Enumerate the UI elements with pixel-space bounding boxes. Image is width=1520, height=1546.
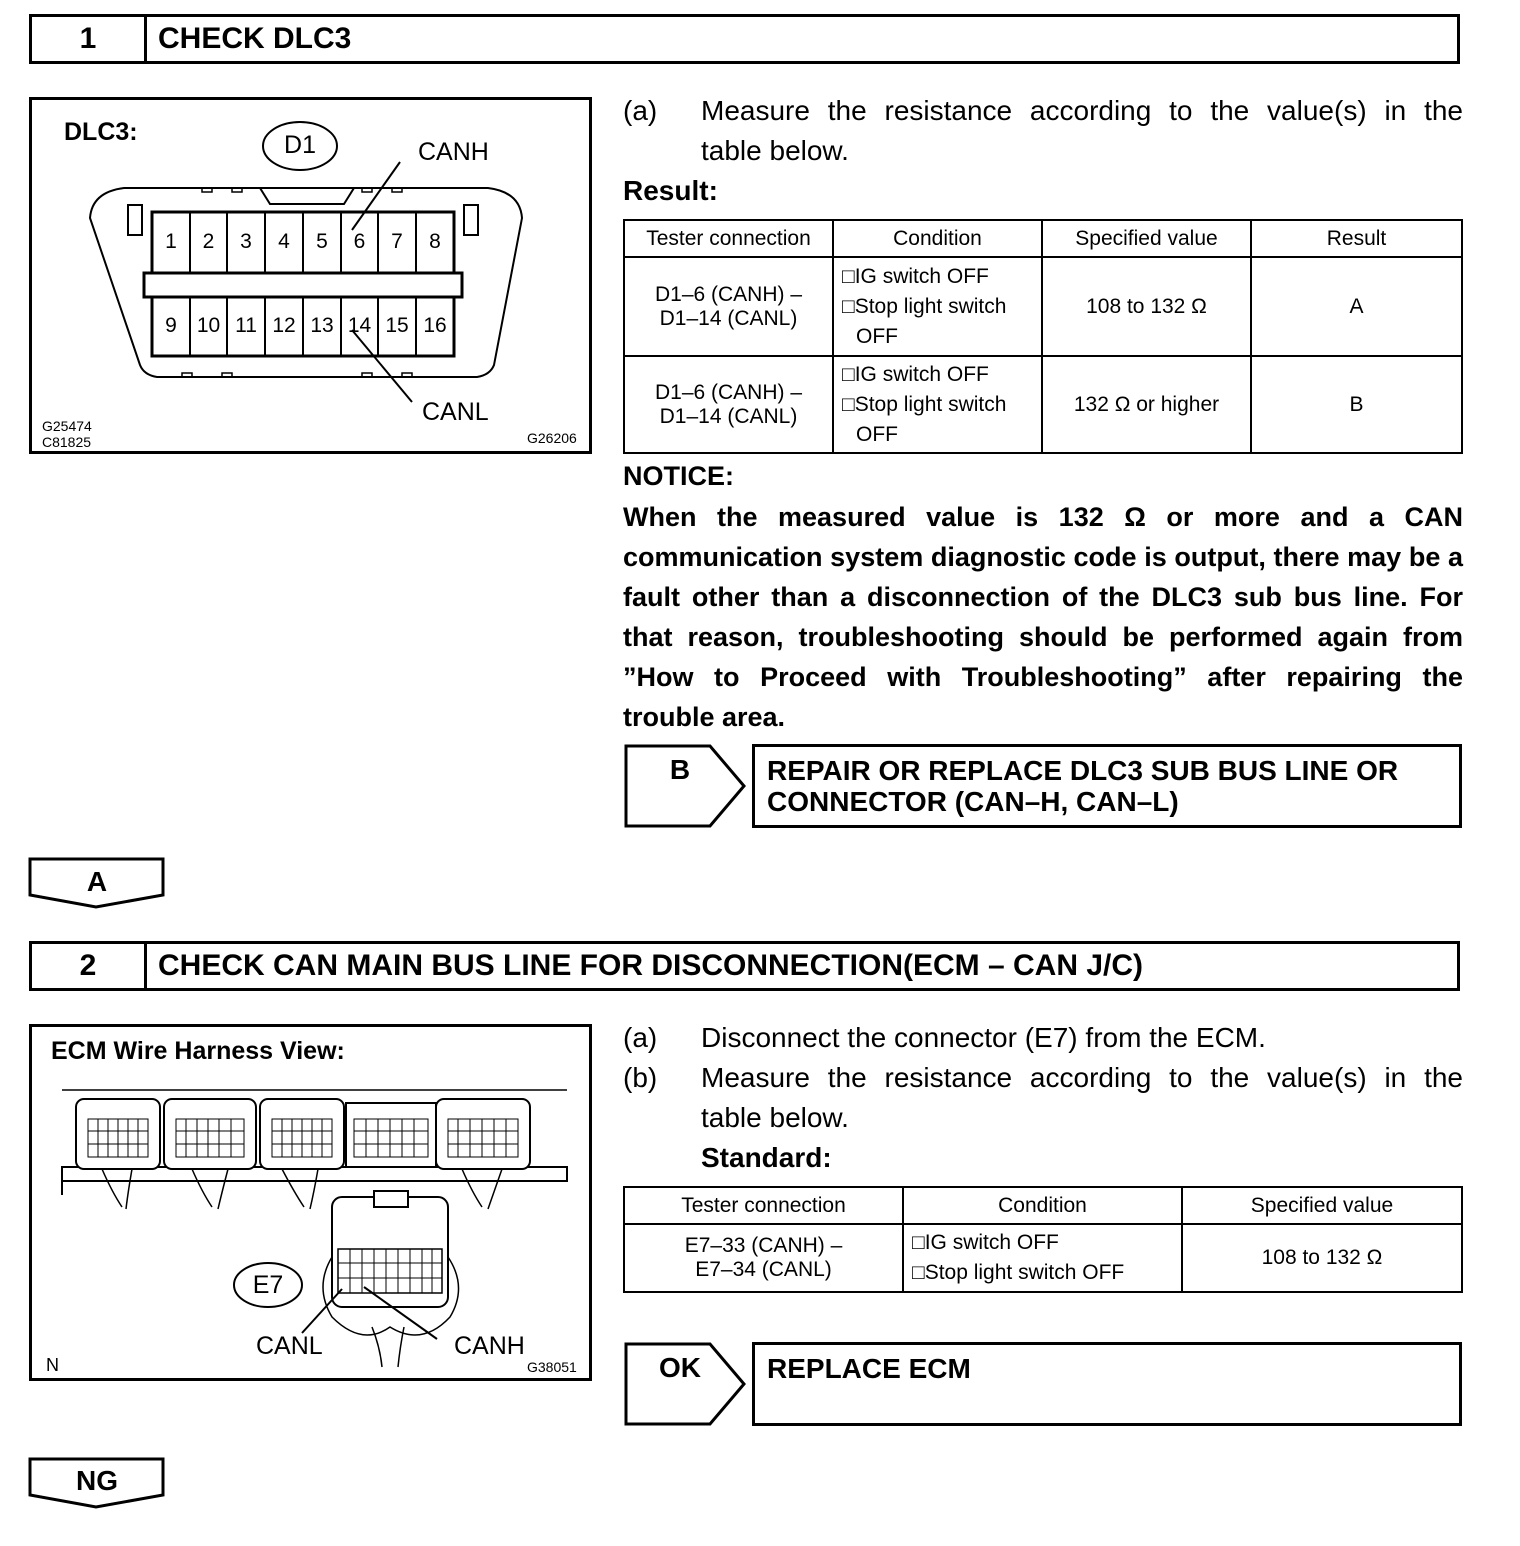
ecm-harness-drawing <box>32 1027 595 1384</box>
step-1-number: 1 <box>32 17 147 61</box>
dlc3-canl-label: CANL <box>422 398 489 426</box>
specified-value-cell: 108 to 132 Ω <box>1182 1224 1462 1292</box>
pin-4: 4 <box>278 230 290 253</box>
standard-heading: Standard: <box>701 1142 832 1173</box>
pin-1: 1 <box>165 230 177 253</box>
branch-ok-label: OK <box>659 1352 701 1383</box>
step-2-standard-table <box>623 1186 1463 1293</box>
step-2-instruction-a: Disconnect the connector (E7) from the ECM. <box>701 1022 1266 1053</box>
pin-16: 16 <box>423 314 447 337</box>
cond-text: IG switch OFF <box>854 264 989 288</box>
pin-10: 10 <box>196 314 221 337</box>
cond-text: Stop light switch OFF <box>924 1261 1125 1284</box>
step-2-header <box>29 941 1460 991</box>
pin-3: 3 <box>240 230 252 253</box>
pin-2: 2 <box>202 230 215 253</box>
checkbox-icon: □ <box>842 392 855 416</box>
conn-text: E7–34 (CANL) <box>695 1258 832 1281</box>
col-header-specified: Specified value <box>1182 1187 1462 1224</box>
dlc3-figure-code-2: C81825 <box>42 434 92 450</box>
table-row <box>624 356 1462 453</box>
pin-6: 6 <box>353 230 366 253</box>
result-heading: Result: <box>623 175 718 206</box>
dlc3-pins-bottom-row <box>152 314 454 338</box>
ecm-canh-label: CANH <box>454 1332 525 1360</box>
dlc3-figure <box>29 97 592 454</box>
ecm-canl-label: CANL <box>256 1332 323 1360</box>
cond-text: Stop light switch <box>854 392 1007 416</box>
checkbox-icon: □ <box>842 294 855 318</box>
pin-8: 8 <box>429 230 441 253</box>
pin-13: 13 <box>310 314 334 337</box>
col-header-condition: Condition <box>833 220 1042 257</box>
checkbox-icon: □ <box>912 1231 925 1254</box>
condition-cell <box>903 1224 1182 1292</box>
conn-text: E7–33 (CANH) – <box>684 1234 843 1257</box>
dlc3-figure-code-1: G25474 <box>42 418 92 434</box>
cond-text: Stop light switch <box>854 294 1007 318</box>
dlc3-canh-label: CANH <box>418 138 489 166</box>
e7-connector-label: E7 <box>252 1271 284 1299</box>
ecm-figure <box>29 1024 592 1381</box>
branch-ok-action-box <box>752 1342 1462 1426</box>
branch-b-action-line-1: REPAIR OR REPLACE DLC3 SUB BUS LINE OR <box>767 755 1399 786</box>
cond-text: IG switch OFF <box>854 362 989 386</box>
col-header-tester: Tester connection <box>624 1187 903 1224</box>
cond-text: OFF <box>856 422 898 446</box>
cond-text: IG switch OFF <box>924 1231 1059 1254</box>
col-header-result: Result <box>1251 220 1462 257</box>
dlc3-figure-title: DLC3: <box>64 118 138 146</box>
pin-14: 14 <box>347 314 372 337</box>
specified-value-cell: 108 to 132 Ω <box>1042 257 1251 356</box>
conn-text: D1–6 (CANH) – <box>654 282 803 306</box>
notice-heading: NOTICE: <box>623 461 734 491</box>
step-1-title: CHECK DLC3 <box>158 22 352 55</box>
result-cell: A <box>1251 257 1462 356</box>
condition-cell <box>833 356 1042 453</box>
table-row <box>624 257 1462 356</box>
pin-7: 7 <box>391 230 403 253</box>
step-2-marker-a: (a) <box>623 1022 658 1053</box>
cond-text: OFF <box>856 324 898 348</box>
d1-connector-label: D1 <box>284 131 316 159</box>
result-cell: B <box>1251 356 1462 453</box>
step-1-marker-a: (a) <box>623 95 658 126</box>
tester-connection-cell <box>624 356 833 453</box>
ecm-figure-title: ECM Wire Harness View: <box>51 1037 345 1065</box>
branch-ok-action: REPLACE ECM <box>767 1353 971 1384</box>
branch-b-action-box <box>752 744 1462 828</box>
checkbox-icon: □ <box>842 264 855 288</box>
pin-11: 11 <box>235 314 257 337</box>
conn-text: D1–6 (CANH) – <box>654 380 803 404</box>
step-1-instruction-line-1: Measure the resistance according to the value(s) in the <box>701 95 1463 126</box>
col-header-tester: Tester connection <box>624 220 833 257</box>
ecm-figure-corner-letter: N <box>46 1355 59 1375</box>
branch-ng-label: NG <box>76 1465 118 1496</box>
ecm-figure-code-right: G38051 <box>527 1359 577 1375</box>
col-header-condition: Condition <box>903 1187 1182 1224</box>
step-2-instruction-b-line-1: Measure the resistance according to the value(s) in the <box>701 1062 1463 1093</box>
conn-text: D1–14 (CANL) <box>659 404 798 428</box>
table-row <box>624 1224 1462 1292</box>
step-2-marker-b: (b) <box>623 1062 658 1093</box>
step-2-number: 2 <box>32 944 147 988</box>
dlc3-figure-code-right: G26206 <box>527 430 577 446</box>
col-header-specified: Specified value <box>1042 220 1251 257</box>
pin-15: 15 <box>385 314 409 337</box>
step-2-instruction-b-line-2: table below. <box>701 1102 849 1133</box>
tester-connection-cell <box>624 257 833 356</box>
dlc3-pins-top-row <box>152 230 454 254</box>
step-1-header <box>29 14 1460 64</box>
tester-connection-cell <box>624 1224 903 1292</box>
specified-value-cell: 132 Ω or higher <box>1042 356 1251 453</box>
step-1-result-table <box>623 219 1463 454</box>
step-2-title: CHECK CAN MAIN BUS LINE FOR DISCONNECTION(ECM – CAN J/C) <box>158 949 1144 982</box>
pin-12: 12 <box>272 314 296 337</box>
table-header-row <box>624 1187 1462 1224</box>
pin-9: 9 <box>165 314 177 337</box>
checkbox-icon: □ <box>912 1261 925 1284</box>
step-1-instruction-line-2: table below. <box>701 135 849 166</box>
branch-b-label: B <box>669 754 691 785</box>
pin-5: 5 <box>316 230 328 253</box>
notice-text: When the measured value is 132 Ω or more and a CAN communication system diagnostic code is output, there may be a fault other than a disconnection of the DLC3 sub bus line. For that reason, troubleshooting should be performed again from ”How to Proceed with Troubleshooting” after repairing the trouble area. <box>623 502 1463 732</box>
branch-b-action-line-2: CONNECTOR (CAN–H, CAN–L) <box>767 786 1179 817</box>
checkbox-icon: □ <box>842 362 855 386</box>
condition-cell <box>833 257 1042 356</box>
table-header-row <box>624 220 1462 257</box>
branch-a-label: A <box>86 866 108 897</box>
conn-text: D1–14 (CANL) <box>659 306 798 330</box>
